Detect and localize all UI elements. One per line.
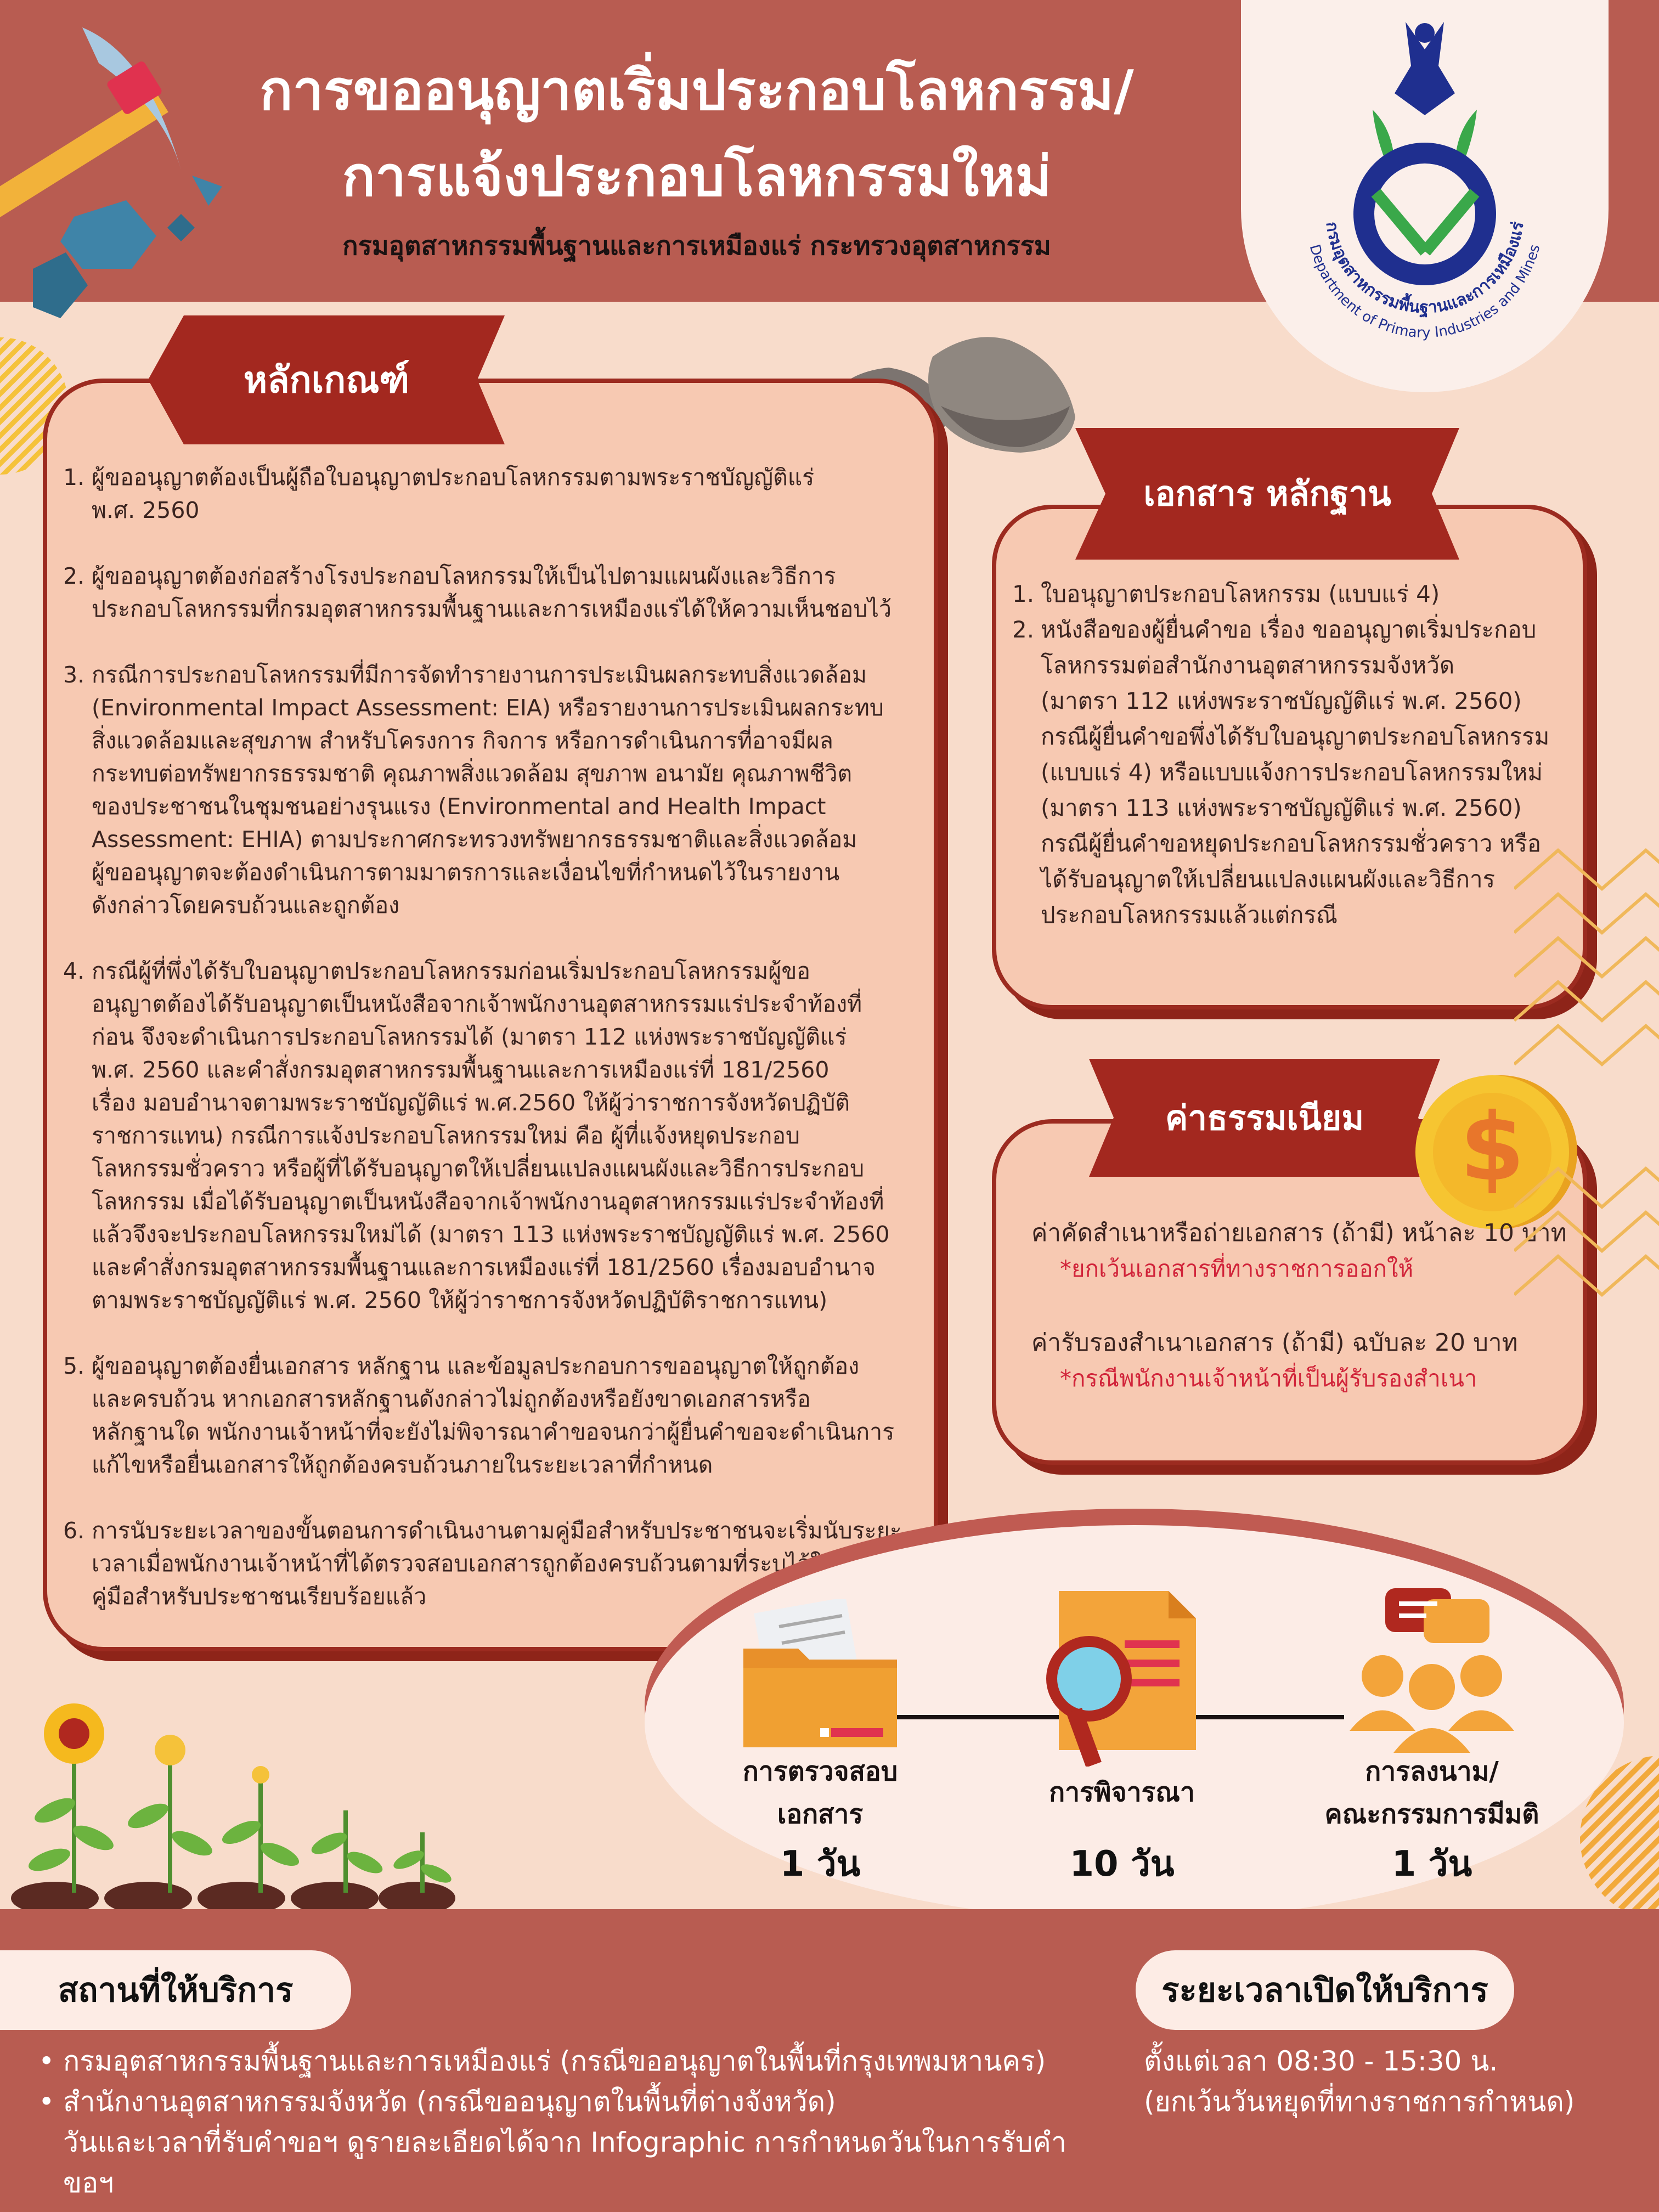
documents-heading: เอกสาร หลักฐาน: [1143, 473, 1391, 514]
fee-item: [1031, 1215, 1575, 1286]
criteria-heading-ribbon: [148, 315, 505, 444]
criteria-item-text: เรื่อง มอบอำนาจตามพระราชบัญญัติแร่ พ.ศ.2560 ให้ผู้ว่าราชการจังหวัดปฏิบัติ: [92, 1090, 850, 1116]
criteria-item-text: ตามพระราชบัญญัติแร่ พ.ศ. 2560 ให้ผู้ว่าราชการจังหวัดปฏิบัติราชการแทน): [92, 1287, 828, 1313]
hours-text: [1144, 2041, 1638, 2122]
fee-note: *ยกเว้นเอกสารที่ทางราชการออกให้: [1060, 1255, 1414, 1282]
location-note: วันและเวลาที่รับคำขอฯ ดูรายละเอียดได้จาก Infographic การกำหนดวันในการรับคำขอฯ: [63, 2126, 1066, 2199]
hours-heading: ระยะเวลาเปิดให้บริการ: [1136, 1950, 1514, 2030]
criteria-item-text: ผู้ขออนุญาตต้องเป็นผู้ถือใบอนุญาตประกอบโลหกรรมตามพระราชบัญญัติแร่: [92, 464, 815, 490]
criteria-item-text: การนับระยะเวลาของขั้นตอนการดำเนินงานตามคู่มือสำหรับประชาชนจะเริ่มนับระยะ: [92, 1517, 902, 1544]
criteria-item: [63, 658, 919, 922]
hours-line1: ตั้งแต่เวลา 08:30 - 15:30 น.: [1144, 2045, 1498, 2077]
criteria-item-number: 5.: [63, 1353, 85, 1379]
committee-icon: [1350, 1588, 1514, 1753]
criteria-item: [63, 461, 919, 527]
document-item-text: (มาตรา 113 แห่งพระราชบัญญัติแร่ พ.ศ. 2560): [1041, 794, 1522, 821]
document-item-text: (มาตรา 112 แห่งพระราชบัญญัติแร่ พ.ศ. 2560): [1041, 687, 1522, 714]
criteria-list: [63, 461, 919, 1646]
criteria-item-number: 3.: [63, 662, 85, 688]
criteria-item-text: กระทบต่อทรัพยากรธรรมชาติ คุณภาพสิ่งแวดล้อม สุขภาพ อนามัย คุณภาพชีวิต: [92, 760, 853, 787]
fees-list: [1031, 1215, 1575, 1396]
process-step-2: [1007, 1750, 1237, 1892]
criteria-item: [63, 955, 919, 1317]
criteria-item-text: พ.ศ. 2560 และคำสั่งกรมอุตสาหกรรมพื้นฐานและการเหมืองแร่ที่ 181/2560: [92, 1057, 830, 1083]
document-item-text: ประกอบโลหกรรมแล้วแต่กรณี: [1041, 901, 1338, 928]
document-item-text: (แบบแร่ 4) หรือแบบแจ้งการประกอบโลหกรรมใหม่: [1041, 759, 1543, 786]
criteria-item-text: แล้วจึงจะประกอบโลหกรรมใหม่ได้ (มาตรา 113 แห่งพระราชบัญญัติแร่ พ.ศ. 2560: [92, 1221, 890, 1248]
location-item-2: สำนักงานอุตสาหกรรมจังหวัด (กรณีขออนุญาตในพื้นที่ต่างจังหวัด): [63, 2086, 836, 2118]
criteria-item: [63, 1350, 919, 1481]
location-item-1: กรมอุตสาหกรรมพื้นฐานและการเหมืองแร่ (กรณีขออนุญาตในพื้นที่กรุงเทพมหานคร): [63, 2045, 1046, 2077]
criteria-item-text: พ.ศ. 2560: [92, 497, 200, 523]
criteria-item-text: ประกอบโลหกรรมที่กรมอุตสาหกรรมพื้นฐานและการเหมืองแร่ได้ให้ความเห็นชอบไว้: [92, 596, 892, 622]
criteria-item-text: กรณีผู้ที่พึ่งได้รับใบอนุญาตประกอบโลหกรรมก่อนเริ่มประกอบโลหกรรมผู้ขอ: [92, 958, 810, 984]
magnifier-document-icon: [1037, 1585, 1201, 1767]
location-heading: สถานที่ให้บริการ: [0, 1950, 351, 2030]
fee-item: [1031, 1325, 1575, 1396]
hours-line2: (ยกเว้นวันหยุดที่ทางราชการกำหนด): [1144, 2086, 1575, 2118]
page-subtitle: กรมอุตสาหกรรมพื้นฐานและการเหมืองแร่ กระทรวงอุตสาหกรรม: [342, 231, 1051, 261]
criteria-item-text: เวลาเมื่อพนักงานเจ้าหน้าที่ได้ตรวจสอบเอกสารถูกต้องครบถ้วนตามที่ระบุไว้ใน: [92, 1550, 837, 1577]
document-item: [1012, 612, 1566, 933]
svg-text:Department of Primary Industri: Department of Primary Industries and Mines: [1306, 242, 1544, 342]
criteria-item-number: 4.: [63, 958, 85, 984]
step-2-label-line2: การพิจารณา: [1049, 1777, 1195, 1808]
step-2-days: 10 วัน: [1069, 1844, 1175, 1884]
criteria-item-text: ราชการแทน) กรณีการแจ้งประกอบโลหกรรมใหม่ คือ ผู้ที่แจ้งหยุดประกอบ: [92, 1122, 800, 1149]
document-item-number: 1.: [1012, 580, 1035, 607]
criteria-item-text: โลหกรรม เมื่อได้รับอนุญาตเป็นหนังสือจากเจ้าพนักงานอุตสาหกรรมแร่ประจำท้องที่: [92, 1188, 884, 1215]
document-item-text: ได้รับอนุญาตให้เปลี่ยนแปลงแผนผังและวิธีการ: [1041, 866, 1496, 893]
step-1-days: 1 วัน: [780, 1844, 861, 1884]
documents-list: [1012, 576, 1566, 933]
logo-badge: [1241, 0, 1609, 392]
fee-note: *กรณีพนักงานเจ้าหน้าที่เป็นผู้รับรองสำเนา: [1060, 1365, 1477, 1392]
svg-text:กรมอุตสาหกรรมพื้นฐานและการเหมื: กรมอุตสาหกรรมพื้นฐานและการเหมืองแร่: [1322, 220, 1528, 318]
fees-heading-ribbon: [1089, 1059, 1440, 1177]
fee-text: ค่าคัดสำเนาหรือถ่ายเอกสาร (ถ้ามี) หน้าละ 10 บาท: [1031, 1219, 1567, 1247]
criteria-item-text: (Environmental Impact Assessment: EIA) หรือรายงานการประเมินผลกระทบ: [92, 695, 884, 721]
process-step-3: [1300, 1750, 1564, 1892]
criteria-item-text: Assessment: EHIA) ตามประกาศกระทรวงทรัพยากรธรรมชาติและสิ่งแวดล้อม: [92, 826, 857, 853]
seedlings-illustration: [11, 1673, 461, 1915]
striped-circle-decoration-2: [1553, 1756, 1659, 1920]
criteria-item-number: 1.: [63, 464, 85, 490]
document-item-text: กรณีผู้ยื่นคำขอหยุดประกอบโลหกรรมชั่วคราว หรือ: [1041, 830, 1542, 857]
step-3-days: 1 วัน: [1391, 1844, 1472, 1884]
criteria-item-text: สิ่งแวดล้อมและสุขภาพ สำหรับโครงการ กิจการ หรือการดำเนินการที่อาจมีผล: [92, 727, 833, 754]
document-item-text: กรณีผู้ยื่นคำขอพึ่งได้รับใบอนุญาตประกอบโลหกรรม: [1041, 723, 1550, 750]
department-logo-icon: [1241, 0, 1609, 392]
criteria-item-text: อนุญาตต้องได้รับอนุญาตเป็นหนังสือจากเจ้าพนักงานอุตสาหกรรมแร่ประจำท้องที่: [92, 991, 862, 1017]
document-item-text: ใบอนุญาตประกอบโลหกรรม (แบบแร่ 4): [1041, 580, 1440, 607]
criteria-item-text: และคำสั่งกรมอุตสาหกรรมพื้นฐานและการเหมืองแร่ที่ 181/2560 เรื่องมอบอำนาจ: [92, 1254, 876, 1280]
criteria-item: [63, 560, 919, 625]
criteria-item-text: กรณีการประกอบโลหกรรมที่มีการจัดทำรายงานการประเมินผลกระทบสิ่งแวดล้อม: [92, 662, 867, 688]
criteria-item-text: หลักฐานใด พนักงานเจ้าหน้าที่จะยังไม่พิจารณาคำขอจนกว่าผู้ยื่นคำขอจะดำเนินการ: [92, 1419, 895, 1445]
location-list: • กรมอุตสาหกรรมพื้นฐานและการเหมืองแร่ (กรณีขออนุญาตในพื้นที่กรุงเทพมหานคร) • สำนักงานอุตสาหกรรมจังหวัด (กรณีขออนุญาตในพื้นที่ต่างจังหวัด) วันและเวลาที่รับคำขอฯ ดูรายละเอียดได้จาก Infographic การกำหนดวันในการรับคำขอฯ: [38, 2041, 1108, 2203]
criteria-item-number: 2.: [63, 563, 85, 589]
step-3-label-line1: การลงนาม/: [1365, 1756, 1499, 1787]
zigzag-decoration: [1514, 823, 1659, 1426]
criteria-item-text: โลหกรรมชั่วคราว หรือผู้ที่ได้รับอนุญาตให้เปลี่ยนแปลงแผนผังและวิธีการประกอบ: [92, 1155, 865, 1182]
fees-heading: ค่าธรรมเนียม: [1165, 1097, 1364, 1138]
svg-text:$: $: [1459, 1093, 1525, 1202]
step-1-label-line1: การตรวจสอบ: [742, 1756, 898, 1787]
step-1-label-line2: เอกสาร: [777, 1799, 864, 1830]
criteria-item-text: ก่อน จึงจะดำเนินการประกอบโลหกรรมได้ (มาตรา 112 แห่งพระราชบัญญัติแร่: [92, 1024, 847, 1050]
folder-icon: [738, 1599, 902, 1753]
document-item-number: 2.: [1012, 616, 1035, 643]
step-3-label-line2: คณะกรรมการมีมติ: [1324, 1799, 1539, 1830]
document-item-text: โลหกรรมต่อสำนักงานอุตสาหกรรมจังหวัด: [1041, 652, 1455, 679]
criteria-item-text: ดังกล่าวโดยครบถ้วนและถูกต้อง: [92, 892, 400, 918]
criteria-item-text: และครบถ้วน หากเอกสารหลักฐานดังกล่าวไม่ถูกต้องหรือยังขาดเอกสารหรือ: [92, 1386, 811, 1412]
documents-heading-ribbon: [1075, 428, 1459, 560]
criteria-item-number: 6.: [63, 1517, 85, 1544]
process-step-1: [705, 1750, 935, 1892]
fee-text: ค่ารับรองสำเนาเอกสาร (ถ้ามี) ฉบับละ 20 บาท: [1031, 1329, 1518, 1357]
criteria-item-text: ของประชาชนในชุมชนอย่างรุนแรง (Environmental and Health Impact: [92, 793, 826, 820]
criteria-item-text: ผู้ขออนุญาตจะต้องดำเนินการตามมาตรการและเงื่อนไขที่กำหนดไว้ในรายงาน: [92, 859, 840, 885]
document-item-text: หนังสือของผู้ยื่นคำขอ เรื่อง ขออนุญาตเริ่มประกอบ: [1041, 616, 1537, 643]
criteria-item-text: ผู้ขออนุญาตต้องก่อสร้างโรงประกอบโลหกรรมให้เป็นไปตามแผนผังและวิธีการ: [92, 563, 836, 589]
criteria-item-text: แก้ไขหรือยื่นเอกสารให้ถูกต้องครบถ้วนภายในระยะเวลาที่กำหนด: [92, 1452, 713, 1478]
criteria-item-text: ผู้ขออนุญาตต้องยื่นเอกสาร หลักฐาน และข้อมูลประกอบการขออนุญาตให้ถูกต้อง: [92, 1353, 860, 1379]
document-item: [1012, 576, 1566, 612]
criteria-heading: หลักเกณฑ์: [243, 359, 410, 401]
page-title-line2: การแจ้งประกอบโลหกรรมใหม่: [342, 144, 1052, 208]
criteria-item-text: คู่มือสำหรับประชาชนเรียบร้อยแล้ว: [92, 1583, 427, 1610]
page-title-line1: การขออนุญาตเริ่มประกอบโลหกรรม/: [259, 58, 1134, 122]
